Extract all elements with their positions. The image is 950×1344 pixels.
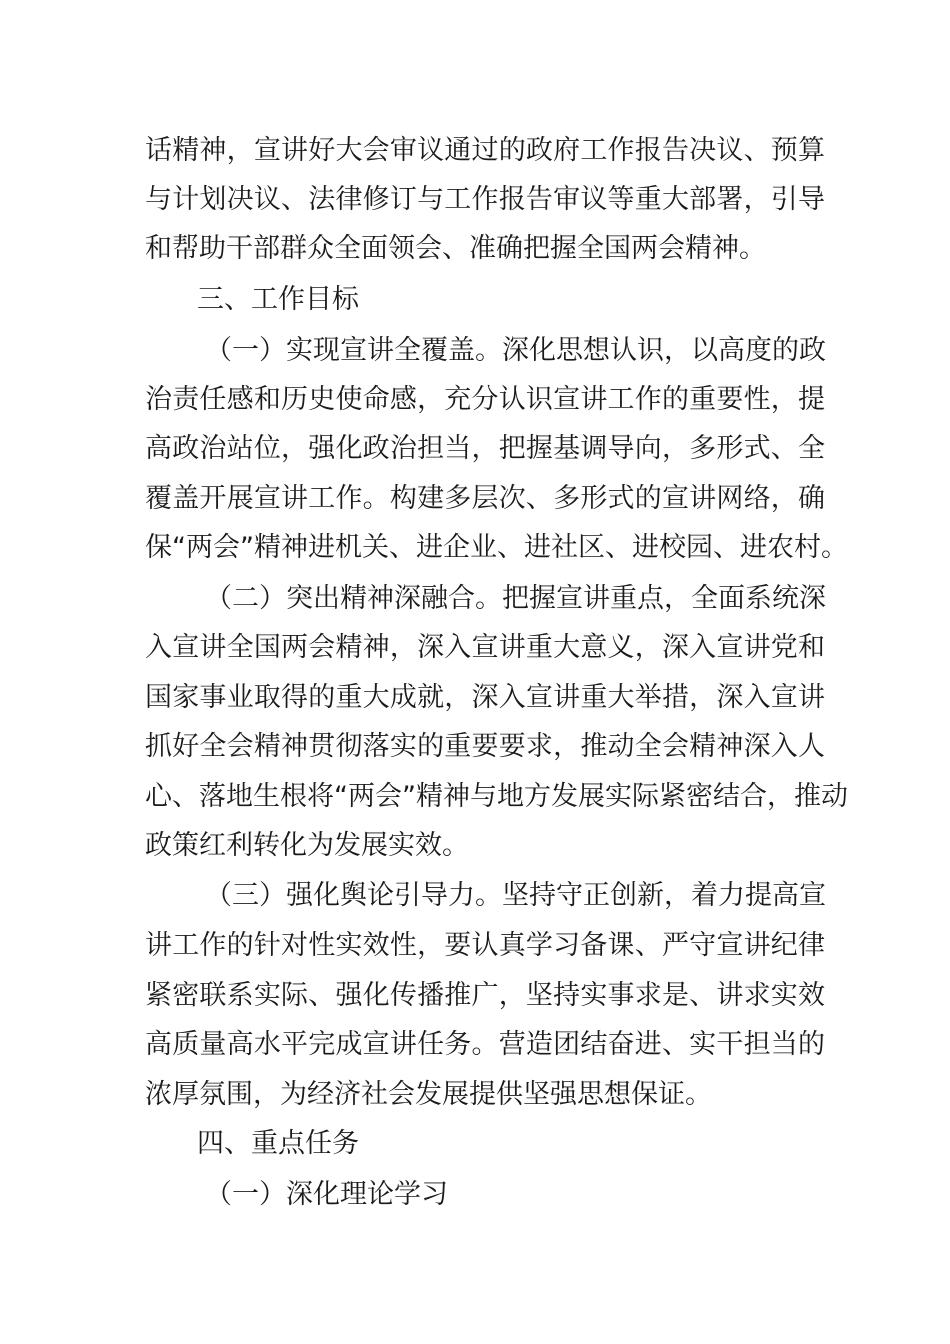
paragraph-line: 心、落地生根将“两会”精神与地方发展实际紧密结合，推动: [145, 781, 848, 812]
paragraph-line: 和帮助干部群众全面领会、准确把握全国两会精神。: [145, 233, 766, 264]
paragraph-line: 与计划决议、法律修订与工作报告审议等重大部署，引导: [145, 184, 825, 215]
section-heading: 四、重点任务: [197, 1128, 359, 1159]
paragraph-line: 紧密联系实际、强化传播推广，坚持实事求是、讲求实效: [145, 980, 825, 1011]
paragraph-line: 治责任感和历史使命感，充分认识宣讲工作的重要性，提: [145, 384, 825, 415]
subsection-heading-line: （三）强化舆论引导力。坚持守正创新，着力提高宣: [205, 880, 826, 911]
paragraph-line: 浓厚氛围，为经济社会发展提供坚强思想保证。: [145, 1079, 712, 1110]
paragraph-line: 高质量高水平完成宣讲任务。营造团结奋进、实干担当的: [145, 1029, 825, 1060]
paragraph-line: 覆盖开展宣讲工作。构建多层次、多形式的宣讲网络，确: [145, 483, 825, 514]
paragraph-line: 高政治站位，强化政治担当，把握基调导向，多形式、全: [145, 433, 825, 464]
subsection-heading-line: （一）实现宣讲全覆盖。深化思想认识，以高度的政: [205, 335, 826, 366]
paragraph-line: 政策红利转化为发展实效。: [145, 830, 469, 861]
paragraph-line: 话精神，宣讲好大会审议通过的政府工作报告决议、预算: [145, 135, 825, 166]
paragraph-line: 国家事业取得的重大成就，深入宣讲重大举措，深入宣讲: [145, 682, 825, 713]
paragraph-line: 保“两会”精神进机关、进企业、进社区、进校园、进农村。: [145, 532, 848, 563]
subsection-heading: （一）深化理论学习: [205, 1179, 448, 1210]
paragraph-line: 入宣讲全国两会精神，深入宣讲重大意义，深入宣讲党和: [145, 632, 825, 663]
paragraph-line: 抓好全会精神贯彻落实的重要要求，推动全会精神深入人: [145, 731, 825, 762]
subsection-heading-line: （二）突出精神深融合。把握宣讲重点，全面系统深: [205, 583, 826, 614]
section-heading: 三、工作目标: [197, 284, 359, 315]
paragraph-line: 讲工作的针对性实效性，要认真学习备课、严守宣讲纪律: [145, 930, 825, 961]
